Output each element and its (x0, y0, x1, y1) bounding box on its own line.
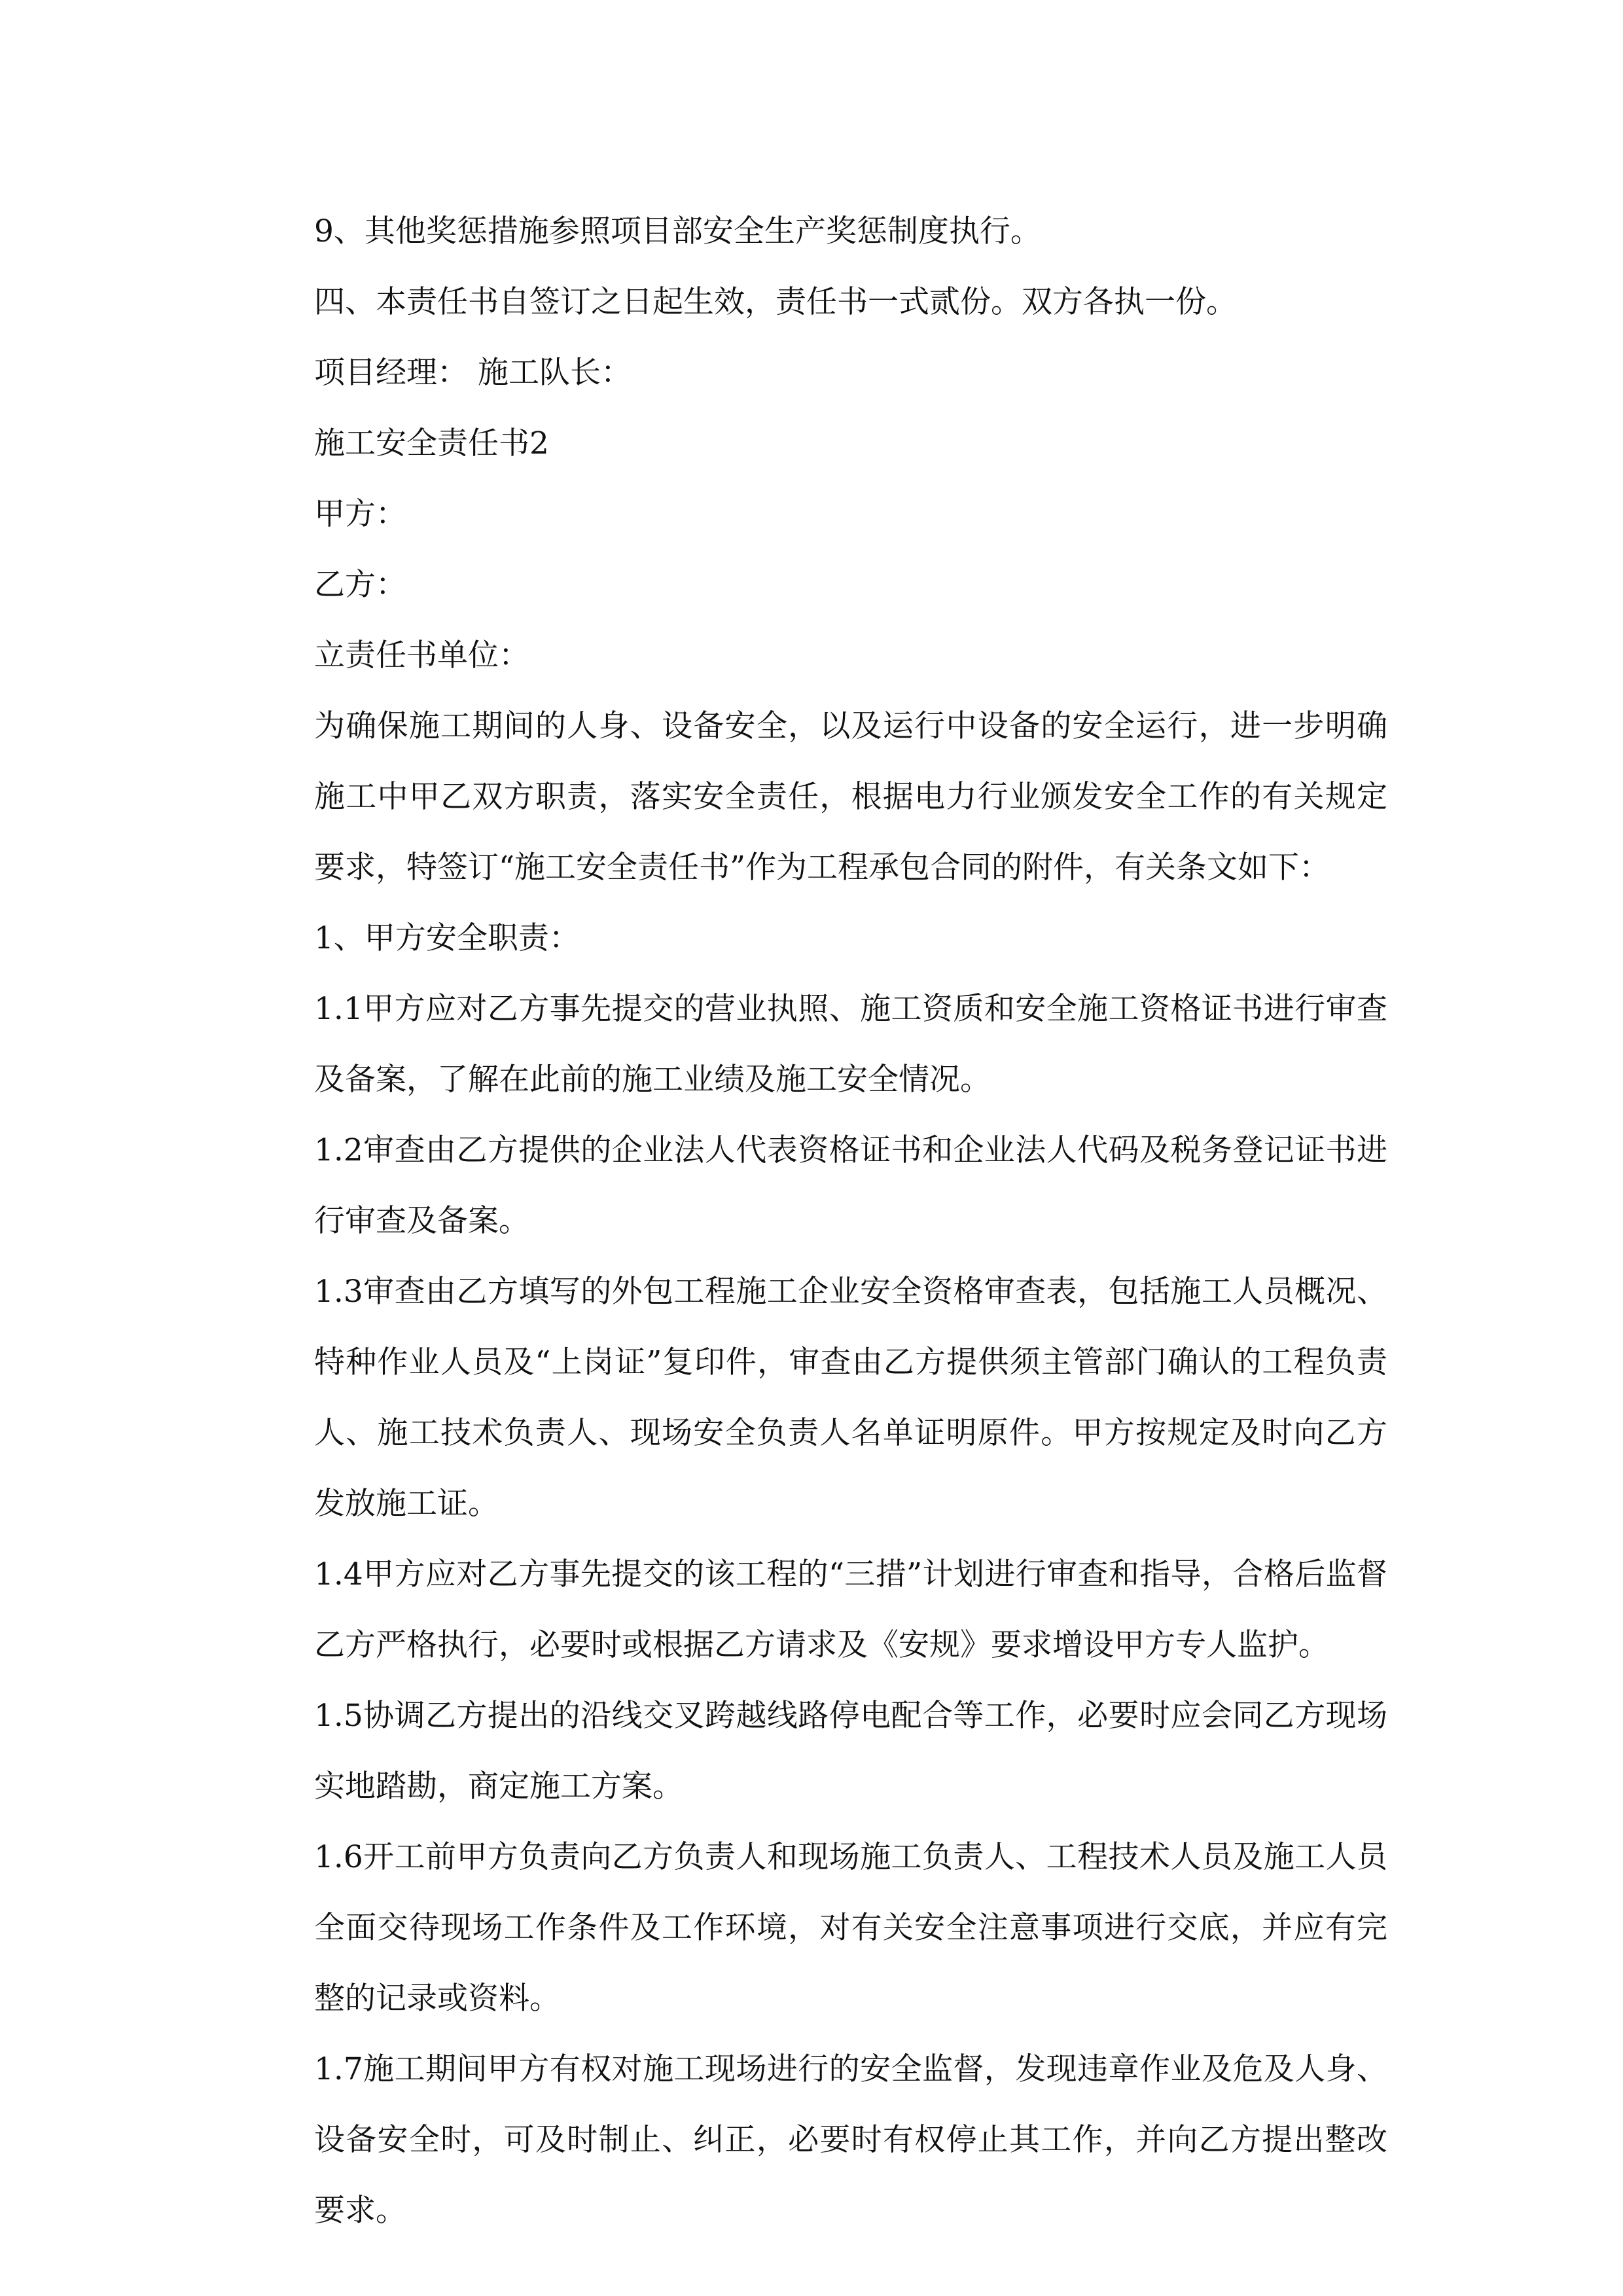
paragraph-11: 1.2审查由乙方提供的企业法人代表资格证书和企业法人代码及税务登记证书进行审查及备案。 (314, 1132, 1387, 1239)
paragraph-1: 9、其他奖惩措施参照项目部安全生产奖惩制度执行。 (314, 213, 1041, 249)
paragraph-13: 1.4甲方应对乙方事先提交的该工程的“三措”计划进行审查和指导，合格后监督乙方严格执行，必要时或根据乙方请求及《安规》要求增设甲方专人监护。 (314, 1556, 1387, 1663)
paragraph-6: 乙方： (314, 567, 406, 603)
paragraph-15: 1.6开工前甲方负责向乙方负责人和现场施工负责人、工程技术人员及施工人员全面交待现场工作条件及工作环境，对有关安全注意事项进行交底，并应有完整的记录或资料。 (314, 1839, 1387, 2017)
paragraph-3: 项目经理： 施工队长： (314, 355, 632, 391)
paragraph-5: 甲方： (314, 496, 406, 532)
document-body (314, 196, 1387, 2246)
paragraph-16: 1.7施工期间甲方有权对施工现场进行的安全监督，发现违章作业及危及人身、设备安全时，可及时制止、纠正，必要时有权停止其工作，并向乙方提出整改要求。 (314, 2051, 1387, 2229)
paragraph-4: 施工安全责任书2 (314, 425, 549, 461)
paragraph-2: 四、本责任书自签订之日起生效，责任书一式贰份。双方各执一份。 (314, 284, 1237, 320)
paragraph-14: 1.5协调乙方提出的沿线交叉跨越线路停电配合等工作，必要时应会同乙方现场实地踏勘，商定施工方案。 (314, 1698, 1387, 1804)
paragraph-8: 为确保施工期间的人身、设备安全，以及运行中设备的安全运行，进一步明确施工中甲乙双方职责，落实安全责任，根据电力行业颁发安全工作的有关规定要求，特签订“施工安全责任书”作为工程承包合同的附件，有关条文如下： (314, 708, 1387, 886)
paragraph-9: 1、甲方安全职责： (314, 920, 580, 956)
paragraph-12: 1.3审查由乙方填写的外包工程施工企业安全资格审查表，包括施工人员概况、特种作业人员及“上岗证”复印件，审查由乙方提供须主管部门确认的工程负责人、施工技术负责人、现场安全负责人名单证明原件。甲方按规定及时向乙方发放施工证。 (314, 1274, 1387, 1522)
paragraph-7: 立责任书单位： (314, 637, 529, 673)
paragraph-10: 1.1甲方应对乙方事先提交的营业执照、施工资质和安全施工资格证书进行审查及备案，了解在此前的施工业绩及施工安全情况。 (314, 991, 1387, 1098)
